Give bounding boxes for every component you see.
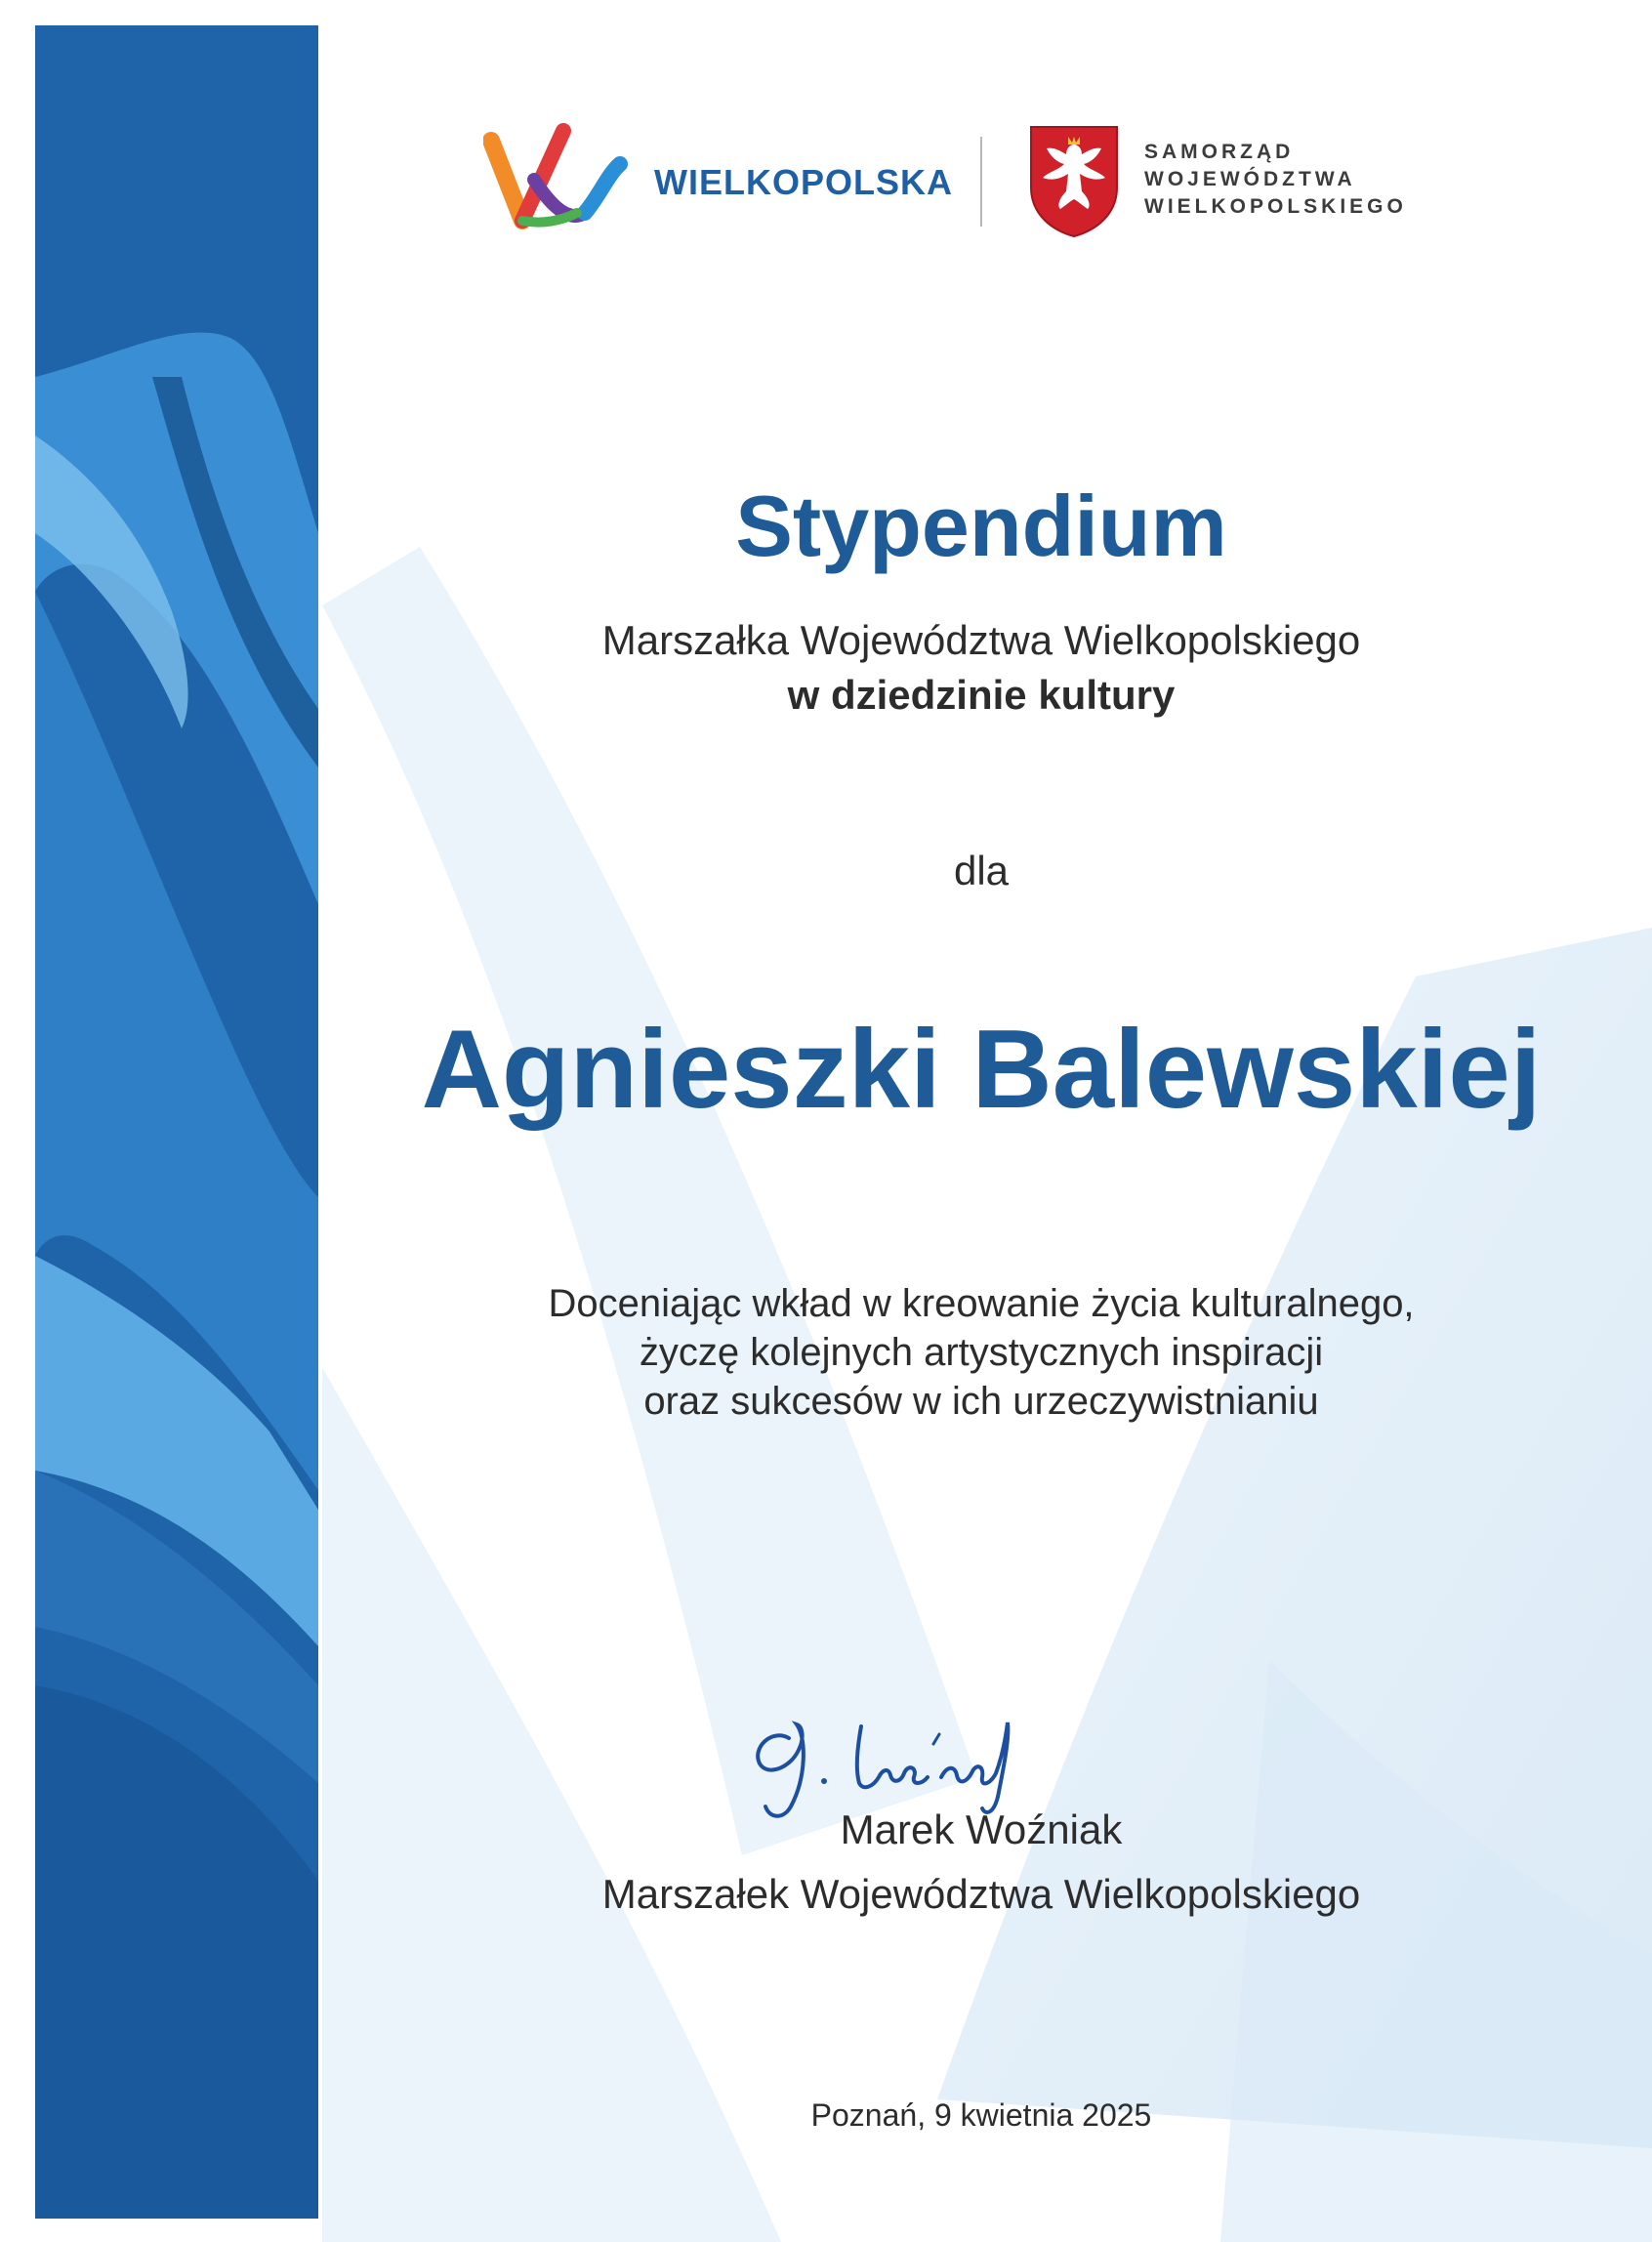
brand-name: WIELKOPOLSKA (654, 162, 953, 202)
gov-line-1: SAMORZĄD (1144, 141, 1295, 163)
message-line-2: życzę kolejnych artystycznych inspiracji (639, 1331, 1324, 1374)
certificate-subtitle: Marszałka Województwa Wielkopolskiego (601, 617, 1361, 663)
message-line-3: oraz sukcesów w ich urzeczywistnianiu (643, 1380, 1319, 1423)
wielkopolska-logo-mark (483, 119, 630, 236)
message-line-1: Doceniając wkład w kreowanie życia kulturalnego, (548, 1282, 1415, 1325)
government-name (1144, 139, 1407, 221)
place-and-date: Poznań, 9 kwietnia 2025 (810, 2097, 1152, 2133)
dedication-message (322, 1279, 1640, 1426)
gov-line-3: WIELKOPOLSKIEGO (1144, 195, 1407, 218)
decorative-blue-stripe (35, 25, 318, 2219)
gov-line-2: WOJEWÓDZTWA (1144, 168, 1356, 190)
for-label: dla (953, 848, 1010, 893)
recipient-name: Agnieszki Balewskiej (421, 1008, 1542, 1132)
header-divider (980, 137, 982, 227)
coat-of-arms-icon (1027, 123, 1121, 238)
certificate-field: w dziedzinie kultury (787, 672, 1176, 718)
certificate-title: Stypendium (735, 477, 1227, 574)
signer-role: Marszałek Województwa Wielkopolskiego (601, 1871, 1361, 1917)
signer-name: Marek Woźniak (840, 1806, 1123, 1852)
